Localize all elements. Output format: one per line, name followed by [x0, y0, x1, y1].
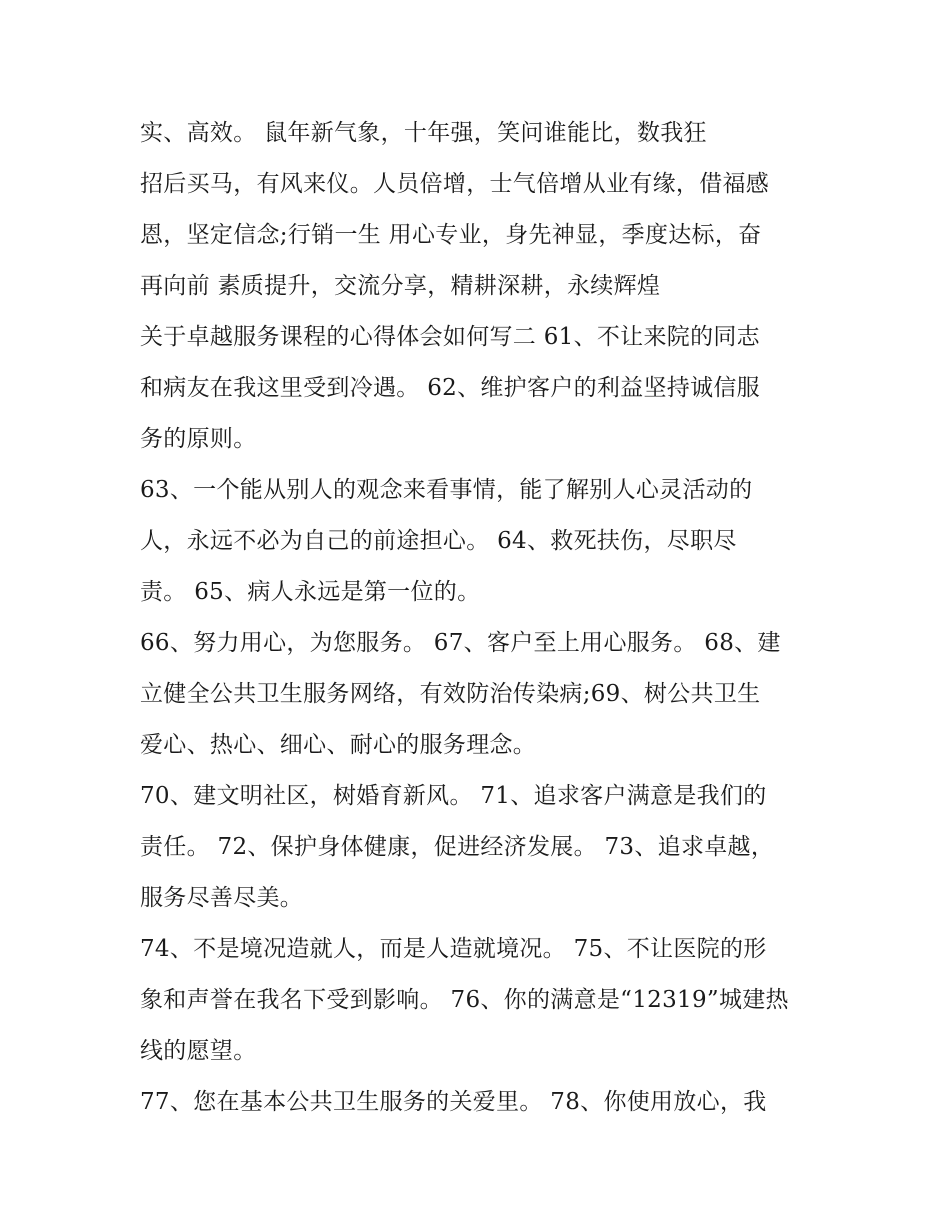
text-line: 线的愿望。: [140, 1038, 257, 1064]
text-line: 再向前 素质提升，交流分享，精耕深耕，永续辉煌: [140, 273, 661, 299]
text-line: 务的原则。: [140, 426, 257, 452]
text-line: 人，永远不必为自己的前途担心。 64、救死扶伤，尽职尽: [140, 528, 737, 554]
text-line: 63、一个能从别人的观念来看事情，能了解别人心灵活动的: [140, 477, 753, 503]
text-line: 关于卓越服务课程的心得体会如何写二 61、不让来院的同志: [140, 324, 760, 350]
body-text: [140, 108, 830, 1128]
text-line: 70、建文明社区，树婚育新风。 71、追求客户满意是我们的: [140, 783, 767, 809]
text-line: 74、不是境况造就人，而是人造就境况。 75、不让医院的形: [140, 936, 767, 962]
text-line: 责任。 72、保护身体健康，促进经济发展。 73、追求卓越，: [140, 834, 775, 860]
text-line: 服务尽善尽美。: [140, 885, 304, 911]
text-line: 立健全公共卫生服务网络，有效防治传染病;69、树公共卫生: [140, 681, 761, 707]
text-line: 恩，坚定信念;行销一生 用心专业，身先神显，季度达标，奋: [140, 222, 762, 248]
text-line: 象和声誉在我名下受到影响。 76、你的满意是“12319”城建热: [140, 987, 789, 1013]
text-line: 和病友在我这里受到冷遇。 62、维护客户的利益坚持诚信服: [140, 375, 760, 401]
text-line: 实、高效。 鼠年新气象，十年强，笑问谁能比，数我狂: [140, 120, 707, 146]
text-line: 责。 65、病人永远是第一位的。: [140, 579, 481, 605]
text-line: 爱心、热心、细心、耐心的服务理念。: [140, 732, 537, 758]
text-line: 66、努力用心，为您服务。 67、客户至上用心服务。 68、建: [140, 630, 781, 656]
text-line: 77、您在基本公共卫生服务的关爱里。 78、你使用放心，我: [140, 1089, 767, 1115]
text-line: 招后买马，有风来仪。人员倍增，士气倍增从业有缘，借福感: [140, 171, 770, 197]
